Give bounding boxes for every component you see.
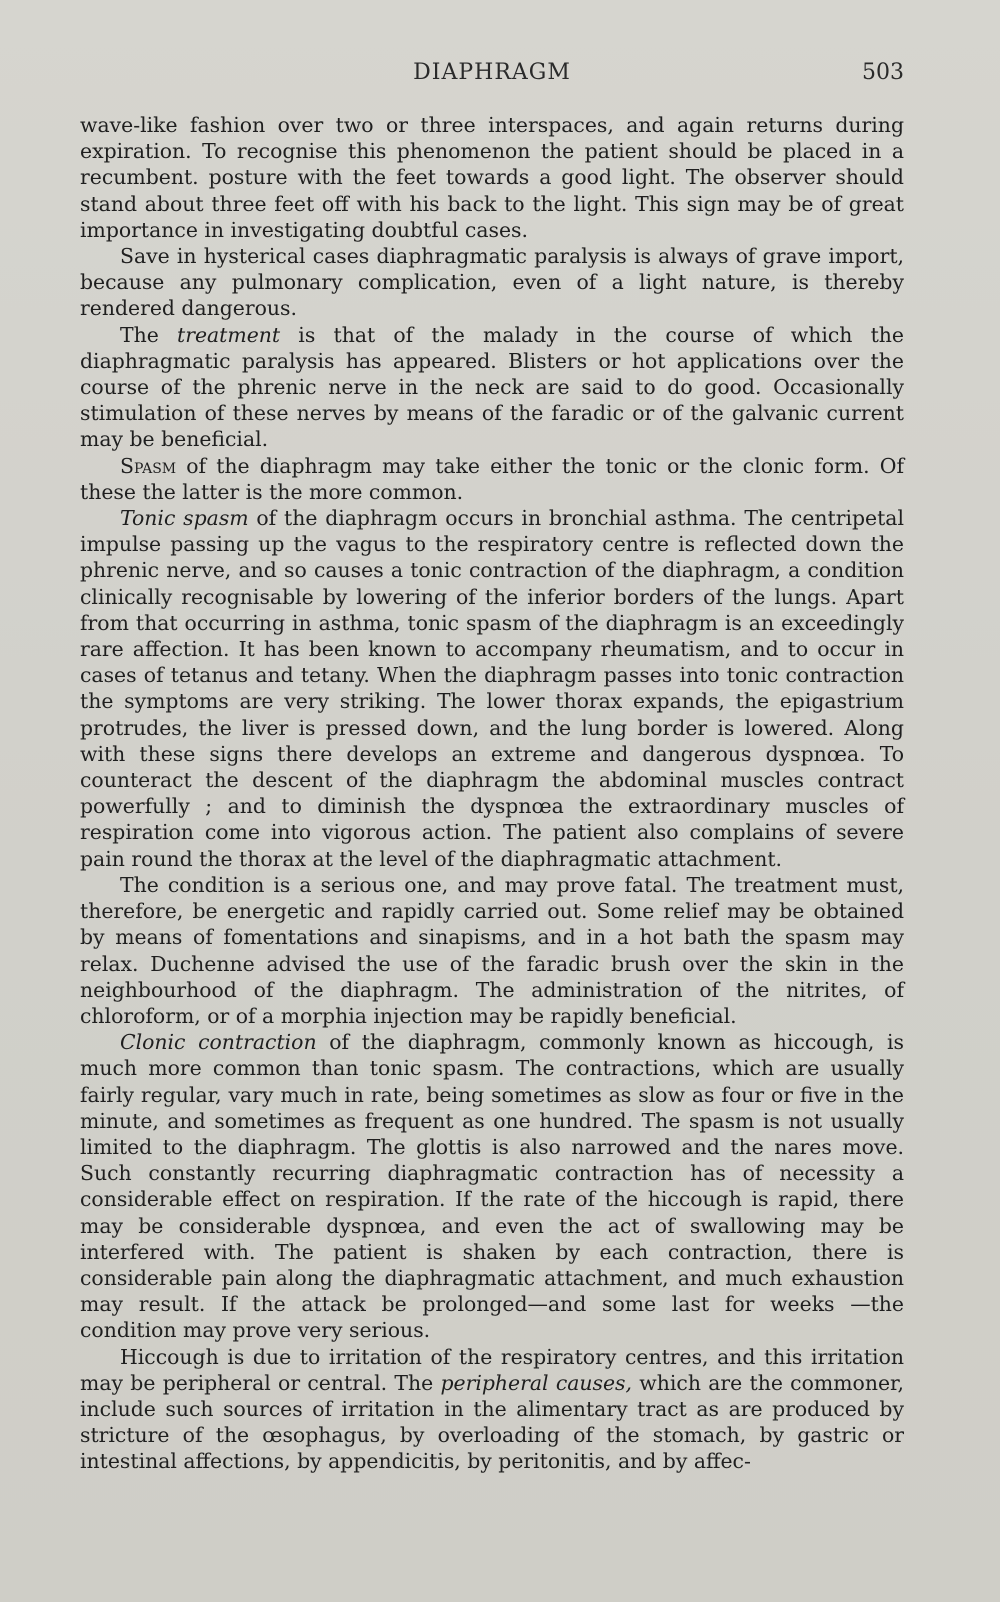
body-text <box>80 112 904 1475</box>
paragraph-3-text: is that of the malady in the course of which the diaphragmatic paralysis has appeared. Blisters or hot applications over the course of the phrenic nerve in the neck are said to do good. Occasionally stimulation of these nerves by means of the faradic or of the galvanic current may be beneficial. <box>80 322 904 452</box>
running-title: DIAPHRAGM <box>413 60 571 85</box>
paragraph-3-lead: The <box>120 322 178 347</box>
paragraph-5 <box>80 505 904 872</box>
clonic-contraction-term: Clonic contraction <box>120 1030 317 1055</box>
paragraph-1-text: wave-like fashion over two or three interspaces, and again returns during expiration. To recognise this phenomenon the patient should be placed in a recumbent. posture with the feet towards a good light. The observer should stand about three feet off with his back to the light. This sign may be of great importance in investigating doubtful cases. <box>80 113 904 242</box>
paragraph-5-text: of the diaphragm occurs in bronchial asthma. The centripetal impulse passing up the vagus to the respiratory centre is reflected down the phrenic nerve, and so causes a tonic contraction of the diaphragm, a condition clinically recognisable by lowering of the inferior borders of the lungs. Apart from that occurring in asthma, tonic spasm of the diaphragm is an exceedingly rare affection. It has been known to accompany rheumatism, and to occur in cases of tetanus and tetany. When the diaphragm passes into tonic contraction the symptoms are very striking. The lower thorax expands, the epigastrium protrudes, the liver is pressed down, and the lung border is lowered. Along with these signs there develops an extreme and dangerous dyspnœa. To counteract the descent of the diaphragm the abdominal muscles contract powerfully ; and to diminish the dyspnœa the extraordinary muscles of respiration come into vigorous action. The patient also complains of severe pain round the thorax at the level of the diaphragmatic attachment. <box>80 506 904 871</box>
paragraph-4-text: of the diaphragm may take either the tonic or the clonic form. Of these the latter is the more common. <box>80 453 904 504</box>
paragraph-2-text: Save in hysterical cases diaphragmatic paralysis is always of grave import, because any pulmonary complication, even of a light nature, is thereby rendered dangerous. <box>80 244 904 321</box>
running-head <box>80 60 904 94</box>
paragraph-8 <box>80 1344 904 1475</box>
paragraph-8-text: which are the commoner, include such sources of irritation in the alimentary tract as are produced by stricture of the œsophagus, by overloading of the stomach, by gastric or intestinal affections, by appendicitis, by peritonitis, and by affec- <box>80 1370 905 1474</box>
paragraph-2 <box>80 243 904 322</box>
peripheral-causes-term: peripheral causes, <box>440 1370 633 1395</box>
paragraph-6-text: The condition is a serious one, and may prove fatal. The treatment must, therefore, be energetic and rapidly carried out. Some relief may be obtained by means of fomentations and sinapisms, and in a hot bath the spasm may relax. Duchenne advised the use of the faradic brush over the skin in the neighbourhood of the diaphragm. The administration of the nitrites, of chloroform, or of a morphia injection may be rapidly beneficial. <box>80 872 904 1028</box>
paragraph-4 <box>80 453 904 505</box>
paragraph-8-lead: Hiccough is due to irritation of the respiratory centres, and this irritation may be peripheral or central. The <box>80 1344 904 1395</box>
paragraph-1 <box>80 112 904 243</box>
paragraph-7 <box>80 1029 904 1343</box>
paragraph-7-text: of the diaphragm, commonly known as hiccough, is much more common than tonic spasm. The contractions, which are usually fairly regular, vary much in rate, being sometimes as slow as four or five in the minute, and sometimes as frequent as one hundred. The spasm is not usually limited to the diaphragm. The glottis is also narrowed and the nares move. Such constantly recurring diaphragmatic contraction has of necessity a considerable effect on respiration. If the rate of the hiccough is rapid, there may be considerable dyspnœa, and even the act of swallowing may be interfered with. The patient is shaken by each contraction, there is considerable pain along the diaphragmatic attachment, and much exhaustion may result. If the attack be prolonged—and some last for weeks —the condition may prove very serious. <box>80 1030 904 1343</box>
spasm-heading: Spasm <box>120 453 177 478</box>
treatment-term: treatment <box>177 322 281 347</box>
page-number: 503 <box>862 60 904 85</box>
paragraph-3 <box>80 322 904 453</box>
tonic-spasm-term: Tonic spasm <box>120 506 249 531</box>
paragraph-6 <box>80 872 904 1029</box>
